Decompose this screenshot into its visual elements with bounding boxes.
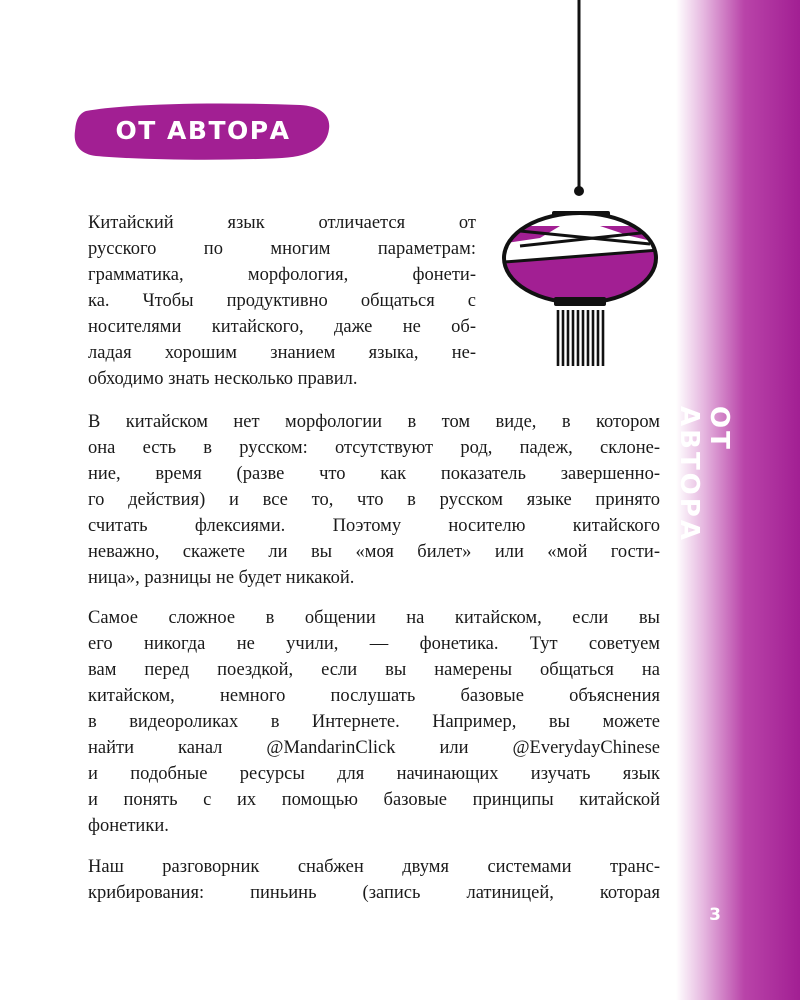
text-line: ка. Чтобы продуктивно общаться с [88,291,476,311]
text-line: считать флексиями. Поэтому носителю китайского [88,516,660,536]
text-line: его никогда не учили, — фонетика. Тут советуем [88,634,660,654]
text-line: и понять с их помощью базовые принципы китайской [88,790,660,810]
text-line: крибирования: пиньинь (запись латиницей, которая [88,883,660,903]
text-line: и подобные ресурсы для начинающих изучать язык [88,764,660,784]
paragraph-2 [88,409,660,591]
paragraph-4 [88,854,660,906]
chinese-lantern-icon [500,0,664,372]
page-number: 3 [709,905,721,925]
section-heading-badge [72,101,334,161]
section-heading: ОТ АВТОРА [115,116,291,145]
text-line: Наш разговорник снабжен двумя системами транс- [88,857,660,877]
text-line: носителями китайского, даже не об- [88,317,476,337]
text-line: неважно, скажете ли вы «моя билет» или «мой гости- [88,542,660,562]
side-section-title: ОТ АВТОРА [674,406,734,543]
text-line: В китайском нет морфологии в том виде, в котором [88,412,660,432]
text-line: фонетики. [88,816,169,836]
text-line: китайском, немного послушать базовые объяснения [88,686,660,706]
text-line: русского по многим параметрам: [88,239,476,259]
text-line: ние, время (разве что как показатель завершенно- [88,464,660,484]
paragraph-1 [88,210,476,392]
text-line: в видеороликах в Интернете. Например, вы можете [88,712,660,732]
text-line: найти канал @MandarinClick или @EverydayChinese [88,738,660,758]
text-line: го действия) и все то, что в русском языке принято [88,490,660,510]
text-line: вам перед поездкой, если вы намерены общаться на [88,660,660,680]
text-line: обходимо знать несколько правил. [88,369,358,389]
text-line: Самое сложное в общении на китайском, если вы [88,608,660,628]
text-line: Китайский язык отличается от [88,213,476,233]
text-line: грамматика, морфология, фонети- [88,265,476,285]
paragraph-3 [88,605,660,839]
text-line: ница», разницы не будет никакой. [88,568,355,588]
text-line: ладая хорошим знанием языка, не- [88,343,476,363]
text-line: она есть в русском: отсутствуют род, падеж, склоне- [88,438,660,458]
